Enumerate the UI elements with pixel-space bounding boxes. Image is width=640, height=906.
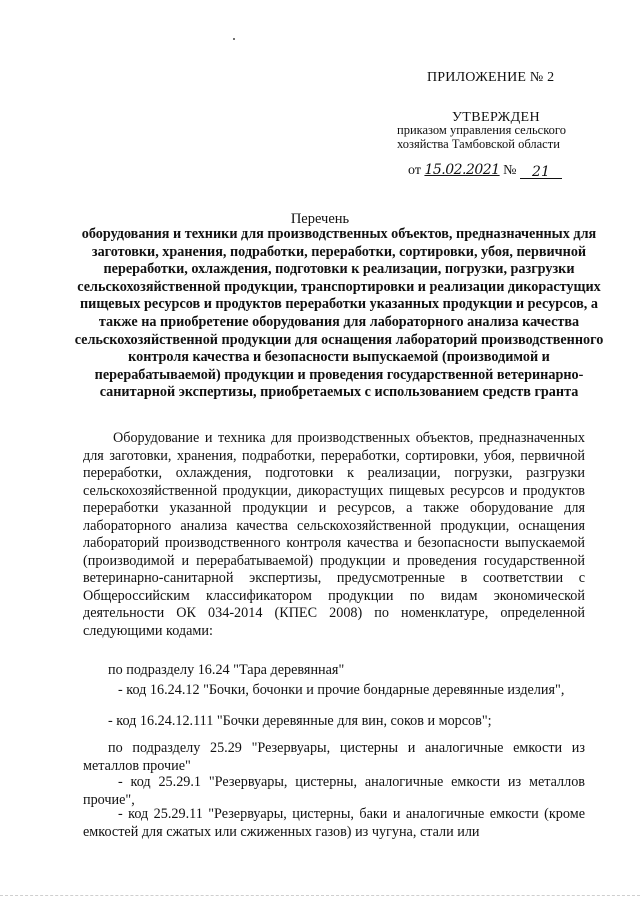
document-subtitle: оборудования и техники для производственных объектов, предназначенных для заготовки, хранения, подработки, переработки, сортировки, убоя, первичной переработки, охлаждения, подготовки к реализации, погрузки, разгрузки сельскохозяйственной продукции, транспортировки и реализации дикорастущих пищевых ресурсов и продуктов переработки указанных продукции и ресурсов, а также на приобретение оборудования для лабораторного анализа качества сельскохозяйственной продукции для оснащения лабораторий производственного контроля качества и безопасности выпускаемой (производимой и перерабатываемой) продукции и проведения государственной ветеринарно-санитарной экспертизы, приобретаемых с использованием средств гранта bbox=[74, 226, 604, 401]
scan-edge bbox=[0, 895, 640, 906]
date-prefix: от bbox=[408, 163, 421, 178]
order-date-number bbox=[408, 162, 562, 179]
number-prefix: № bbox=[503, 163, 517, 178]
document-title: Перечень bbox=[290, 211, 350, 227]
approved-label: УТВЕРЖДЕН bbox=[452, 110, 541, 125]
list-item: по подразделу 16.24 "Тара деревянная" bbox=[108, 662, 345, 678]
handwritten-number: 21 bbox=[520, 164, 562, 179]
body-paragraph: Оборудование и техника для производственных объектов, предназначенных для заготовки, хранения, подработки, переработки, сортировки, убоя, первичной переработки, охлаждения, подготовки к реализации, погрузки, разгрузки сельскохозяйственной продукции, дикорастущих пищевых ресурсов и продуктов переработки указанной продукции и ресурсов, а также оборудование для лабораторного анализа качества сельскохозяйственной продукции, оснащения лабораторий производственного контроля качества и безопасности выпускаемой (производимой и перерабатываемой) продукции и проведения государственной ветеринарно-санитарной экспертизы, предусмотренные в соответствии с Общероссийским классификатором продукции по видам экономической деятельности ОК 034-2014 (КПЕС 2008) по номенклатуре, определенной следующими кодами: bbox=[83, 430, 585, 639]
list-item: - код 25.29.11 "Резервуары, цистерны, баки и аналогичные емкости (кроме емкостей для сжатых или сжиженных газов) из чугуна, стали или bbox=[83, 806, 585, 840]
handwritten-date: 15.02.2021 bbox=[424, 162, 500, 178]
list-item: - код 16.24.12 "Бочки, бочонки и прочие бондарные деревянные изделия", bbox=[118, 682, 565, 698]
list-item: по подразделу 25.29 "Резервуары, цистерны и аналогичные емкости из металлов прочие" bbox=[83, 740, 585, 774]
appendix-label: ПРИЛОЖЕНИЕ № 2 bbox=[427, 70, 555, 85]
order-line-1: приказом управления сельского bbox=[397, 123, 566, 137]
scan-speck bbox=[233, 38, 235, 40]
list-item: - код 25.29.1 "Резервуары, цистерны, аналогичные емкости из металлов прочие", bbox=[83, 774, 585, 808]
list-item: - код 16.24.12.111 "Бочки деревянные для вин, соков и морсов"; bbox=[108, 713, 492, 729]
order-line-2: хозяйства Тамбовской области bbox=[397, 137, 560, 151]
